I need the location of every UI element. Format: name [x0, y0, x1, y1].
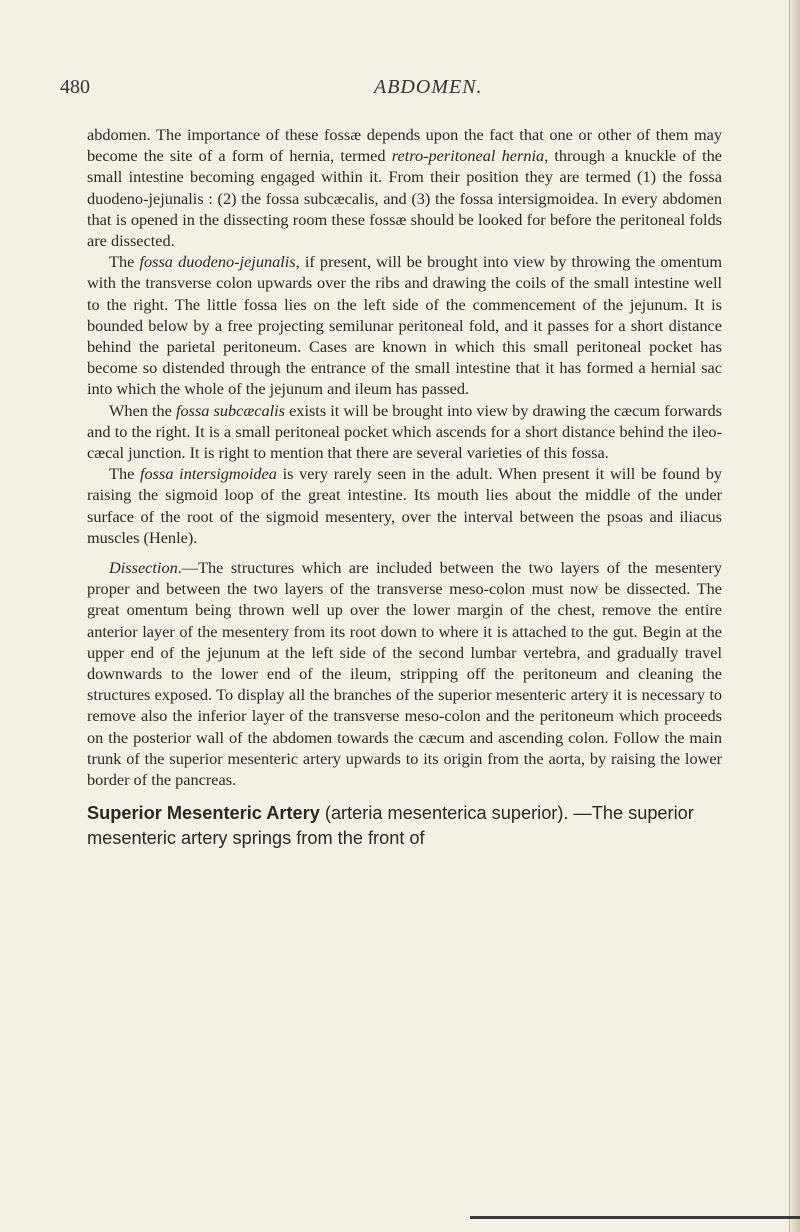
- page-number: 480: [60, 76, 90, 98]
- bottom-rule: [470, 1216, 800, 1219]
- page-header: [60, 76, 720, 106]
- paragraph-text: .—The structures which are included between the two layers of the mesentery proper and between the two layers of the transverse meso-colon must now be dissected. The great omentum being thrown well up over the lower margin of the chest, remove the entire anterior layer of the mesentery from its root down to where it is attached to the gut. Begin at the upper end of the jejunum at the left side of the second lumbar vertebra, and gradually travel downwards to the lower end of the ileum, stripping off the peritoneum and cleaning the structures exposed. To display all the branches of the superior mesenteric artery it is necessary to remove also the inferior layer of the transverse meso-colon and the peritoneum which proceeds on the posterior wall of the abdomen towards the cæcum and ascending colon. Follow the main trunk of the superior mesenteric artery upwards to its origin from the aorta, by raising the lower border of the pancreas.: [87, 558, 722, 790]
- italic-term: retro-peritoneal hernia: [391, 146, 545, 166]
- paragraph-text: is very rarely seen in the adult. When present it will be found by raising the sigmoid loop of the great intestine. Its mouth lies about the middle of the under surface of the root of the sigmoid mesentery, over the interval between the psoas and iliacus muscles (Henle).: [87, 464, 723, 547]
- paragraph-text: The: [109, 464, 141, 484]
- section-heading: Superior Mesenteric Artery: [87, 803, 320, 824]
- paragraph-text: (arteria mesenterica superior). —The superior mesenteric artery springs from the front of: [87, 803, 694, 849]
- paragraph-intro: [87, 124, 722, 251]
- paragraph-text: The: [109, 252, 140, 272]
- paragraph-intersigmoidea: [87, 463, 722, 548]
- italic-term: fossa intersigmoidea: [140, 464, 277, 484]
- italic-term: fossa subcæcalis: [175, 400, 285, 420]
- italic-term: Dissection: [109, 558, 178, 578]
- italic-term: fossa duodeno-jejunalis: [139, 252, 296, 272]
- running-head: ABDOMEN.: [374, 76, 483, 98]
- paragraph-duodeno-jejunalis: [87, 251, 722, 399]
- paragraph-dissection: [87, 557, 722, 790]
- paragraph-text: , if present, will be brought into view by throwing the omentum with the transverse colon upwards over the ribs and drawing the coils of the small intestine well to the right. The little fossa lies on the left side of the commencement of the jejunum. It is bounded below by a free projecting semilunar peritoneal fold, and it passes for a short distance behind the parietal peritoneum. Cases are known in which this small peritoneal pocket has become so distended through the entrance of the small intestine that it has formed a hernial sac into which the whole of the jejunum and ileum has passed.: [87, 252, 722, 399]
- paragraph-text: exists it will be brought into view by drawing the cæcum forwards and to the right. It is a small peritoneal pocket which ascends for a short distance behind the ileo-cæcal junction. It is right to mention that there are several varieties of this fossa.: [87, 400, 723, 463]
- paragraph-subcaecalis: [87, 400, 722, 464]
- page-edge-shadow: [789, 0, 800, 1232]
- section-heading-superior-mesenteric-artery: [87, 801, 722, 851]
- body-text: [87, 124, 722, 851]
- paragraph-text: abdomen. The importance of these fossæ depends upon the fact that one or other of them may become the site of a form of hernia, termed: [87, 125, 722, 166]
- paragraph-text: When the: [109, 400, 176, 420]
- paragraph-text: , through a knuckle of the small intestine becoming engaged within it. From their position they are termed (1) the fossa duodeno-jejunalis : (2) the fossa subcæcalis, and (3) the fossa intersigmoidea. In every abdomen that is opened in the dissecting room these fossæ should be looked for before the peritoneal folds are dissected.: [87, 146, 722, 251]
